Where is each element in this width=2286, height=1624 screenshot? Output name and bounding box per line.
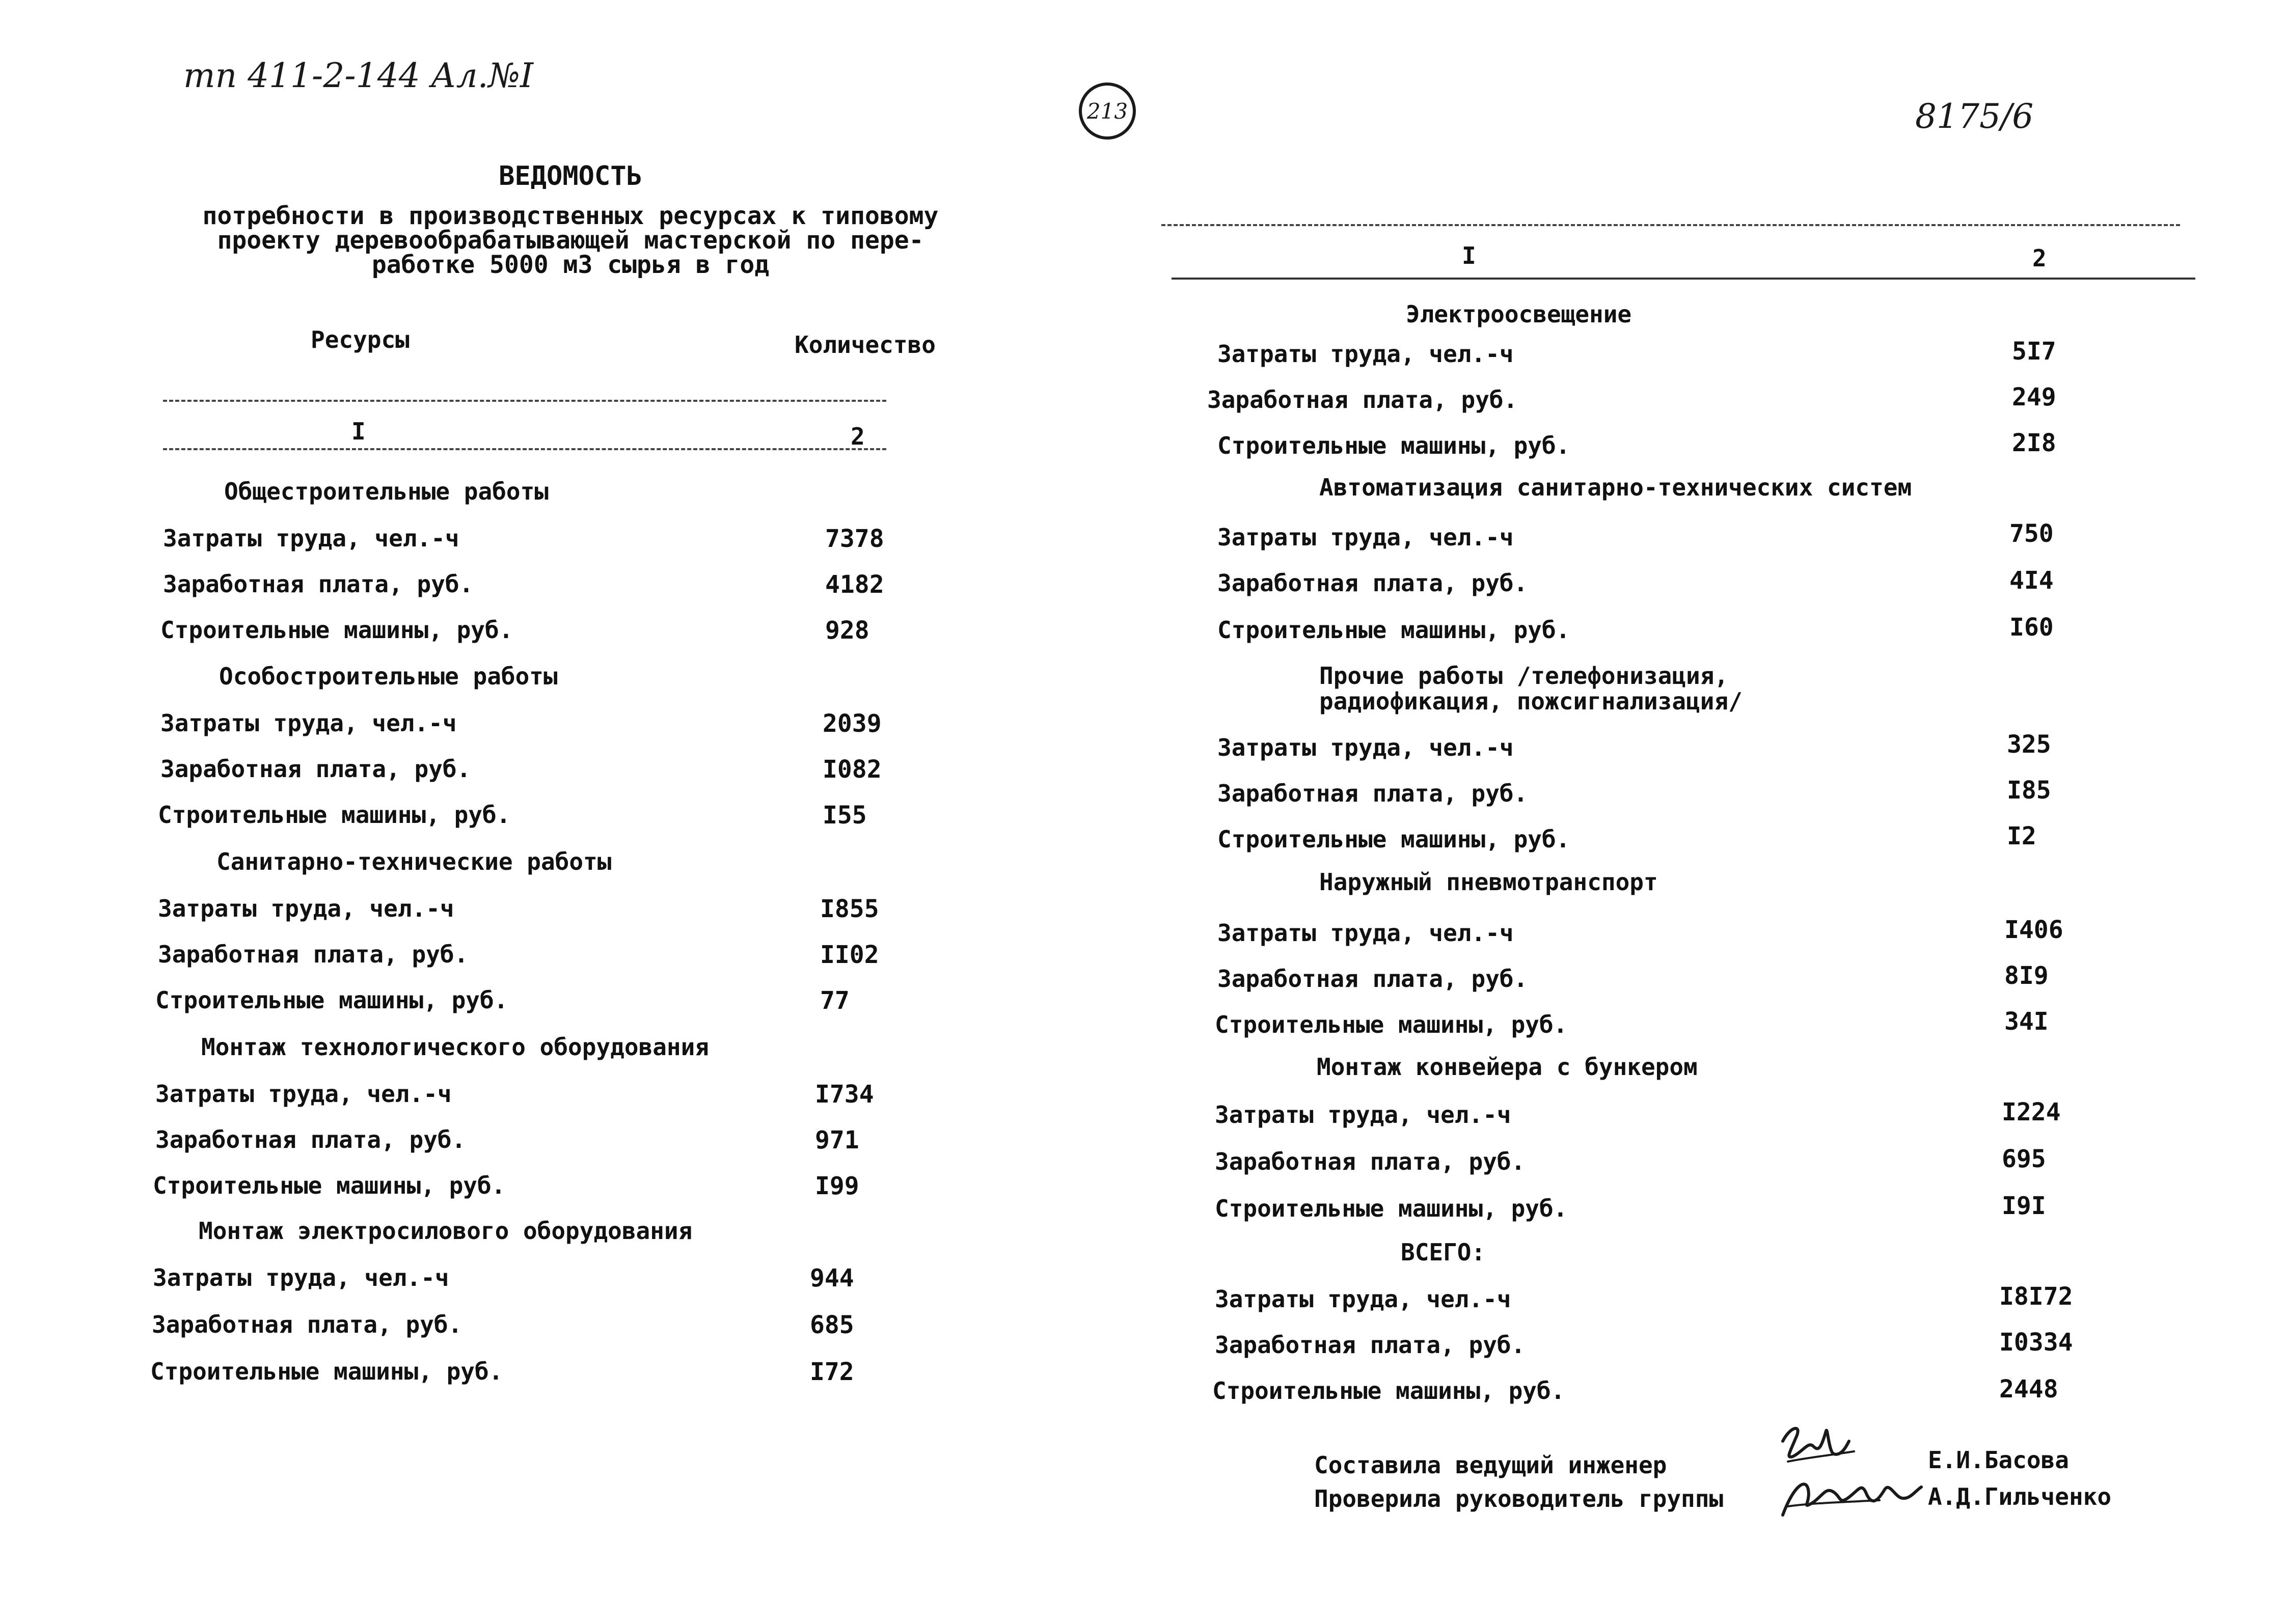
total-row-value: 2448 bbox=[1999, 1375, 2058, 1403]
row-value: II02 bbox=[820, 941, 879, 969]
row-value: 928 bbox=[825, 616, 869, 645]
row-label: Заработная плата, руб. bbox=[158, 941, 469, 968]
section-title: Автоматизация санитарно-технических систем bbox=[1319, 474, 1912, 501]
row-value: 2039 bbox=[823, 709, 882, 738]
row-value: 34I bbox=[2004, 1007, 2049, 1036]
row-label: Затраты труда, чел.-ч bbox=[1215, 1101, 1511, 1128]
row-value: 7378 bbox=[825, 525, 884, 553]
row-value: I082 bbox=[823, 755, 882, 784]
row-value: 325 bbox=[2007, 730, 2051, 759]
table-header-rule bbox=[163, 400, 886, 402]
row-value: 8I9 bbox=[2004, 961, 2049, 990]
page-number-stamp: 213 bbox=[1079, 82, 1136, 140]
row-value: 750 bbox=[2009, 519, 2054, 548]
compiled-by-name: Е.И.Басова bbox=[1928, 1446, 2069, 1474]
document-title: ВЕДОМОСТЬ bbox=[499, 161, 642, 191]
table-header-rule bbox=[163, 448, 886, 450]
table-header-rule bbox=[1172, 278, 2195, 280]
row-label: Заработная плата, руб. bbox=[1217, 569, 1528, 597]
column-number-2: 2 bbox=[2032, 244, 2047, 272]
row-label: Заработная плата, руб. bbox=[160, 755, 471, 783]
row-value: 5I7 bbox=[2012, 337, 2056, 366]
total-row-label: Строительные машины, руб. bbox=[1212, 1377, 1565, 1405]
row-label: Заработная плата, руб. bbox=[155, 1126, 466, 1153]
row-label: Строительные машины, руб. bbox=[160, 616, 513, 644]
row-value: I224 bbox=[2002, 1098, 2061, 1126]
row-label: Строительные машины, руб. bbox=[1215, 1011, 1568, 1038]
row-label: Заработная плата, руб. bbox=[1217, 965, 1528, 993]
total-section-title: ВСЕГО: bbox=[1401, 1238, 1486, 1266]
row-value: I734 bbox=[815, 1080, 874, 1109]
row-label: Затраты труда, чел.-ч bbox=[163, 525, 459, 552]
column-header-quantity: Количество bbox=[795, 331, 936, 359]
row-label: Затраты труда, чел.-ч bbox=[1217, 734, 1514, 761]
column-header-resources: Ресурсы bbox=[311, 326, 410, 353]
row-label: Затраты труда, чел.-ч bbox=[1217, 919, 1514, 947]
column-number-2: 2 bbox=[851, 423, 865, 450]
document-subtitle: потребности в производственных ресурсах к типовому проекту деревообрабатывающей мастерской по пере- работке 5000 м3 сырья в год bbox=[202, 202, 939, 279]
section-title: Особостроительные работы bbox=[219, 663, 558, 690]
compiled-by-role: Составила ведущий инженер bbox=[1314, 1451, 1667, 1479]
row-value: 4I4 bbox=[2009, 566, 2054, 595]
row-value: I60 bbox=[2009, 613, 2054, 642]
total-row-label: Заработная плата, руб. bbox=[1215, 1331, 1526, 1359]
row-label: Строительные машины, руб. bbox=[153, 1172, 506, 1199]
total-row-value: I8I72 bbox=[1999, 1282, 2073, 1311]
total-row-value: I0334 bbox=[1999, 1328, 2073, 1357]
column-number-1: I bbox=[1462, 242, 1476, 269]
row-value: I406 bbox=[2004, 916, 2063, 944]
section-title: Общестроительные работы bbox=[224, 478, 549, 505]
section-title: Прочие работы /телефонизация, радиофикация, пожсигнализация/ bbox=[1319, 662, 1743, 715]
archive-number-handwritten: 8175/6 bbox=[1915, 97, 2034, 136]
row-value: 77 bbox=[820, 986, 850, 1015]
total-row-label: Затраты труда, чел.-ч bbox=[1215, 1285, 1511, 1313]
row-label: Строительные машины, руб. bbox=[1215, 1195, 1568, 1222]
row-value: 2I8 bbox=[2012, 429, 2056, 457]
row-label: Затраты труда, чел.-ч bbox=[1217, 524, 1514, 551]
row-label: Строительные машины, руб. bbox=[1217, 432, 1570, 459]
row-value: 971 bbox=[815, 1126, 859, 1154]
row-value: I9I bbox=[2002, 1192, 2046, 1220]
row-label: Заработная плата, руб. bbox=[1215, 1148, 1526, 1175]
section-title: Монтаж технологического оборудования bbox=[201, 1033, 709, 1061]
row-label: Строительные машины, руб. bbox=[1217, 825, 1570, 853]
row-value: 695 bbox=[2002, 1145, 2046, 1173]
row-value: 685 bbox=[810, 1311, 854, 1339]
document-code-handwritten: тп 411-2-144 Ал.№I bbox=[183, 56, 534, 95]
table-header-rule bbox=[1161, 224, 2180, 226]
row-label: Заработная плата, руб. bbox=[1217, 780, 1528, 807]
row-value: I85 bbox=[2007, 776, 2051, 805]
row-label: Затраты труда, чел.-ч bbox=[1217, 340, 1514, 368]
row-label: Затраты труда, чел.-ч bbox=[153, 1264, 449, 1291]
signature-checked bbox=[1778, 1467, 1925, 1523]
row-label: Затраты труда, чел.-ч bbox=[158, 895, 454, 922]
row-label: Заработная плата, руб. bbox=[163, 570, 474, 598]
row-label: Затраты труда, чел.-ч bbox=[160, 709, 457, 737]
row-value: I99 bbox=[815, 1172, 859, 1200]
section-title: Наружный пневмотранспорт bbox=[1319, 868, 1658, 896]
section-title: Монтаж электросилового оборудования bbox=[199, 1217, 693, 1245]
row-label: Строительные машины, руб. bbox=[158, 801, 511, 829]
section-title: Санитарно-технические работы bbox=[216, 848, 612, 875]
row-label: Заработная плата, руб. bbox=[152, 1311, 462, 1338]
checked-by-role: Проверила руководитель группы bbox=[1314, 1485, 1724, 1512]
checked-by-name: А.Д.Гильченко bbox=[1928, 1483, 2112, 1510]
row-label: Строительные машины, руб. bbox=[155, 986, 508, 1014]
row-value: I2 bbox=[2007, 822, 2036, 850]
row-value: 249 bbox=[2012, 383, 2056, 411]
column-number-1: I bbox=[351, 418, 366, 445]
row-value: 4182 bbox=[825, 570, 884, 599]
row-value: I855 bbox=[820, 895, 879, 923]
row-label: Заработная плата, руб. bbox=[1207, 386, 1518, 414]
row-label: Строительные машины, руб. bbox=[150, 1358, 503, 1385]
row-value: 944 bbox=[810, 1264, 854, 1292]
row-label: Затраты труда, чел.-ч bbox=[155, 1080, 452, 1108]
row-value: I72 bbox=[810, 1358, 854, 1386]
section-title: Электроосвещение bbox=[1406, 300, 1632, 328]
section-title: Монтаж конвейера с бункером bbox=[1317, 1053, 1698, 1081]
row-label: Строительные машины, руб. bbox=[1217, 616, 1570, 644]
row-value: I55 bbox=[823, 801, 867, 830]
